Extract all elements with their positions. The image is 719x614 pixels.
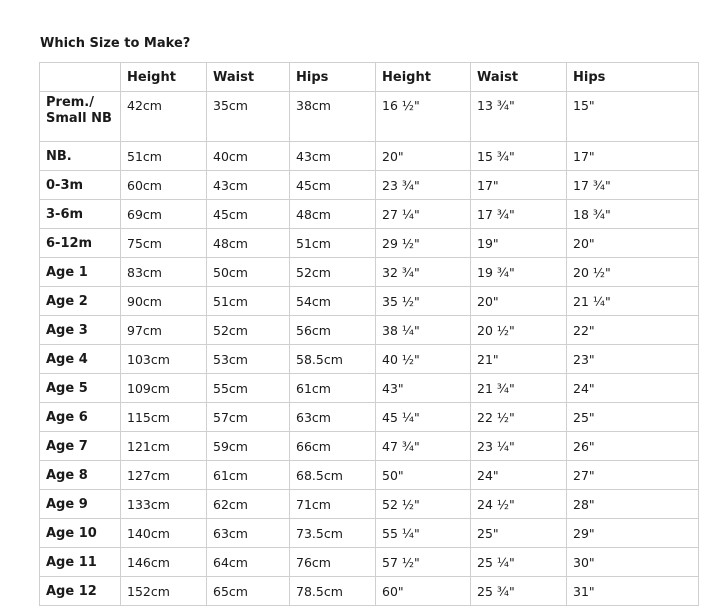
height-cm-cell: 103cm	[121, 345, 207, 374]
hips-cm-cell: 58.5cm	[290, 345, 376, 374]
height-in-cell: 29 ½"	[376, 229, 471, 258]
hips-cm-cell: 68.5cm	[290, 461, 376, 490]
waist-cm-cell: 59cm	[207, 432, 290, 461]
size-label-cell: Age 8	[40, 461, 121, 490]
height-cm-cell: 127cm	[121, 461, 207, 490]
height-cm-cell: 69cm	[121, 200, 207, 229]
waist-in-cell: 19"	[471, 229, 567, 258]
hips-in-cell: 22"	[567, 316, 699, 345]
hips-in-cell: 17 ¾"	[567, 171, 699, 200]
table-row	[40, 432, 699, 461]
size-label-cell: 0-3m	[40, 171, 121, 200]
height-cm-cell: 83cm	[121, 258, 207, 287]
hips-cm-cell: 78.5cm	[290, 577, 376, 606]
size-label-cell: NB.	[40, 142, 121, 171]
height-in-cell: 57 ½"	[376, 548, 471, 577]
waist-cm-cell: 55cm	[207, 374, 290, 403]
waist-cm-cell: 43cm	[207, 171, 290, 200]
height-cm-cell: 42cm	[121, 92, 207, 142]
height-cm-cell: 60cm	[121, 171, 207, 200]
hips-cm-cell: 61cm	[290, 374, 376, 403]
height-cm-cell: 121cm	[121, 432, 207, 461]
waist-cm-cell: 45cm	[207, 200, 290, 229]
table-row	[40, 519, 699, 548]
waist-cm-cell: 65cm	[207, 577, 290, 606]
table-row	[40, 287, 699, 316]
table-row	[40, 374, 699, 403]
size-label-cell: Age 3	[40, 316, 121, 345]
size-label-cell: 6-12m	[40, 229, 121, 258]
header-cell-blank	[40, 63, 121, 92]
waist-cm-cell: 64cm	[207, 548, 290, 577]
hips-in-cell: 27"	[567, 461, 699, 490]
height-in-cell: 43"	[376, 374, 471, 403]
height-cm-cell: 146cm	[121, 548, 207, 577]
size-label-cell: Prem./ Small NB	[40, 92, 121, 142]
hips-cm-cell: 45cm	[290, 171, 376, 200]
height-in-cell: 38 ¼"	[376, 316, 471, 345]
header-height-in: Height	[376, 63, 471, 92]
waist-in-cell: 20 ½"	[471, 316, 567, 345]
waist-cm-cell: 35cm	[207, 92, 290, 142]
hips-cm-cell: 63cm	[290, 403, 376, 432]
hips-cm-cell: 48cm	[290, 200, 376, 229]
size-label-cell: 3-6m	[40, 200, 121, 229]
table-row	[40, 490, 699, 519]
waist-cm-cell: 62cm	[207, 490, 290, 519]
hips-in-cell: 30"	[567, 548, 699, 577]
waist-in-cell: 25 ¾"	[471, 577, 567, 606]
size-label-cell: Age 4	[40, 345, 121, 374]
height-cm-cell: 115cm	[121, 403, 207, 432]
table-row	[40, 200, 699, 229]
waist-in-cell: 25 ¼"	[471, 548, 567, 577]
waist-in-cell: 19 ¾"	[471, 258, 567, 287]
hips-in-cell: 18 ¾"	[567, 200, 699, 229]
table-row	[40, 577, 699, 606]
waist-in-cell: 17"	[471, 171, 567, 200]
height-in-cell: 60"	[376, 577, 471, 606]
waist-cm-cell: 53cm	[207, 345, 290, 374]
waist-in-cell: 25"	[471, 519, 567, 548]
height-cm-cell: 152cm	[121, 577, 207, 606]
waist-in-cell: 15 ¾"	[471, 142, 567, 171]
height-cm-cell: 133cm	[121, 490, 207, 519]
size-label-cell: Age 7	[40, 432, 121, 461]
table-row	[40, 258, 699, 287]
size-label-cell: Age 10	[40, 519, 121, 548]
waist-in-cell: 22 ½"	[471, 403, 567, 432]
header-waist-in: Waist	[471, 63, 567, 92]
hips-cm-cell: 56cm	[290, 316, 376, 345]
waist-cm-cell: 51cm	[207, 287, 290, 316]
hips-in-cell: 24"	[567, 374, 699, 403]
table-row	[40, 316, 699, 345]
hips-in-cell: 20 ½"	[567, 258, 699, 287]
height-in-cell: 45 ¼"	[376, 403, 471, 432]
waist-in-cell: 24 ½"	[471, 490, 567, 519]
header-waist-cm: Waist	[207, 63, 290, 92]
height-cm-cell: 109cm	[121, 374, 207, 403]
table-row	[40, 171, 699, 200]
height-in-cell: 27 ¼"	[376, 200, 471, 229]
hips-cm-cell: 54cm	[290, 287, 376, 316]
size-label-cell: Age 1	[40, 258, 121, 287]
height-in-cell: 47 ¾"	[376, 432, 471, 461]
height-in-cell: 16 ½"	[376, 92, 471, 142]
header-hips-in: Hips	[567, 63, 699, 92]
height-cm-cell: 97cm	[121, 316, 207, 345]
size-label-cell: Age 5	[40, 374, 121, 403]
waist-in-cell: 21 ¾"	[471, 374, 567, 403]
hips-in-cell: 20"	[567, 229, 699, 258]
height-in-cell: 52 ½"	[376, 490, 471, 519]
table-row	[40, 548, 699, 577]
table-row	[40, 345, 699, 374]
size-label-cell: Age 12	[40, 577, 121, 606]
waist-in-cell: 21"	[471, 345, 567, 374]
hips-in-cell: 21 ¼"	[567, 287, 699, 316]
waist-cm-cell: 61cm	[207, 461, 290, 490]
waist-in-cell: 20"	[471, 287, 567, 316]
hips-cm-cell: 66cm	[290, 432, 376, 461]
waist-in-cell: 24"	[471, 461, 567, 490]
size-chart-table	[39, 62, 699, 606]
hips-cm-cell: 71cm	[290, 490, 376, 519]
height-cm-cell: 75cm	[121, 229, 207, 258]
size-label-cell: Age 2	[40, 287, 121, 316]
size-label-cell: Age 11	[40, 548, 121, 577]
table-row	[40, 92, 699, 142]
waist-cm-cell: 57cm	[207, 403, 290, 432]
waist-cm-cell: 63cm	[207, 519, 290, 548]
table-row	[40, 142, 699, 171]
waist-cm-cell: 48cm	[207, 229, 290, 258]
hips-cm-cell: 43cm	[290, 142, 376, 171]
hips-cm-cell: 52cm	[290, 258, 376, 287]
table-row	[40, 229, 699, 258]
header-row	[40, 63, 699, 92]
hips-in-cell: 29"	[567, 519, 699, 548]
hips-in-cell: 28"	[567, 490, 699, 519]
height-in-cell: 50"	[376, 461, 471, 490]
table-row	[40, 461, 699, 490]
hips-in-cell: 31"	[567, 577, 699, 606]
waist-cm-cell: 40cm	[207, 142, 290, 171]
hips-in-cell: 23"	[567, 345, 699, 374]
height-in-cell: 23 ¾"	[376, 171, 471, 200]
waist-cm-cell: 52cm	[207, 316, 290, 345]
height-in-cell: 20"	[376, 142, 471, 171]
size-label-cell: Age 9	[40, 490, 121, 519]
waist-in-cell: 13 ¾"	[471, 92, 567, 142]
hips-cm-cell: 51cm	[290, 229, 376, 258]
height-cm-cell: 51cm	[121, 142, 207, 171]
waist-cm-cell: 50cm	[207, 258, 290, 287]
height-in-cell: 55 ¼"	[376, 519, 471, 548]
height-cm-cell: 90cm	[121, 287, 207, 316]
size-label-cell: Age 6	[40, 403, 121, 432]
height-in-cell: 35 ½"	[376, 287, 471, 316]
header-hips-cm: Hips	[290, 63, 376, 92]
hips-in-cell: 25"	[567, 403, 699, 432]
waist-in-cell: 17 ¾"	[471, 200, 567, 229]
header-height-cm: Height	[121, 63, 207, 92]
page-title: Which Size to Make?	[40, 36, 191, 51]
hips-cm-cell: 38cm	[290, 92, 376, 142]
hips-in-cell: 26"	[567, 432, 699, 461]
waist-in-cell: 23 ¼"	[471, 432, 567, 461]
hips-in-cell: 15"	[567, 92, 699, 142]
height-cm-cell: 140cm	[121, 519, 207, 548]
height-in-cell: 32 ¾"	[376, 258, 471, 287]
hips-cm-cell: 73.5cm	[290, 519, 376, 548]
table-row	[40, 403, 699, 432]
height-in-cell: 40 ½"	[376, 345, 471, 374]
hips-cm-cell: 76cm	[290, 548, 376, 577]
hips-in-cell: 17"	[567, 142, 699, 171]
